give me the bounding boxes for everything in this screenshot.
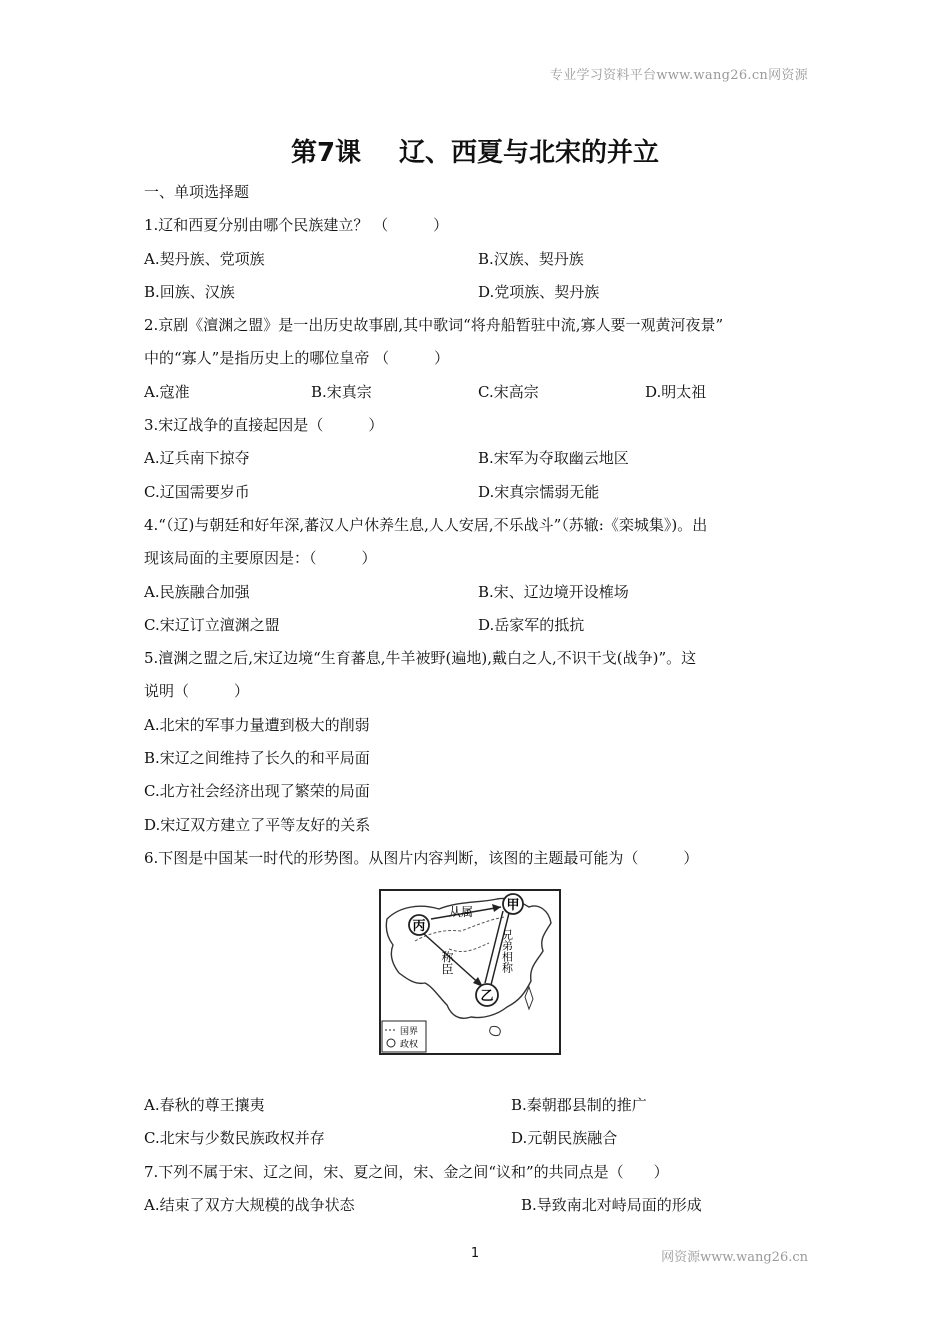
map-figure [379, 889, 561, 1055]
label-xiongdi: 兄弟相称 [500, 929, 514, 973]
q2-options [144, 376, 814, 409]
section-heading: 一、单项选择题 [144, 183, 250, 201]
q3-stem: 3.宋辽战争的直接起因是（ ） [144, 416, 384, 435]
q4-options-row1 [144, 576, 814, 609]
q6-option-b[interactable]: B.秦朝郡县制的推广 [511, 1096, 647, 1114]
q6-options-row2 [144, 1122, 814, 1155]
node-yi: 乙 [480, 989, 494, 1004]
situation-map [379, 889, 561, 1055]
title-topic: 辽、西夏与北宋的并立 [399, 138, 660, 168]
q3-options-row2 [144, 476, 814, 509]
label-chengchen: 称臣 [440, 951, 454, 975]
q1-stem: 1.辽和西夏分别由哪个民族建立？ （ ） [144, 216, 449, 235]
page-title [0, 132, 950, 169]
title-lesson: 第7课 [290, 138, 362, 168]
q6-option-c[interactable]: C.北宋与少数民族政权并存 [144, 1129, 325, 1148]
legend-regime-label: 政权 [400, 1040, 419, 1050]
q7-options-row1 [144, 1189, 814, 1222]
q5-option-a[interactable]: A.北宋的军事力量遭到极大的削弱 [144, 715, 370, 734]
q6-stem: 6.下图是中国某一时代的形势图。从图片内容判断，该图的主题最可能为（ ） [144, 848, 699, 867]
q1-option-c[interactable]: B.回族、汉族 [144, 282, 235, 301]
q4-options-row2 [144, 609, 814, 642]
q2-stem-line2: 中的“寡人”是指历史上的哪位皇帝 （ ） [144, 349, 450, 368]
q6-options-row1 [144, 1089, 814, 1122]
q6-option-a[interactable]: A.春秋的尊王攘夷 [144, 1096, 265, 1114]
q7-option-a[interactable]: A.结束了双方大规模的战争状态 [144, 1195, 355, 1214]
footer-watermark: 网资源www.wang26.cn [661, 1250, 808, 1265]
q2-option-b[interactable]: B.宋真宗 [311, 382, 372, 401]
q5-stem-line2: 说明（ ） [144, 682, 250, 701]
q2-option-c[interactable]: C.宋高宗 [478, 382, 539, 401]
q7-option-b[interactable]: B.导致南北对峙局面的形成 [521, 1195, 702, 1214]
q4-option-c[interactable]: C.宋辽订立澶渊之盟 [144, 615, 280, 634]
q2-option-d[interactable]: D.明太祖 [645, 382, 707, 401]
q4-option-b[interactable]: B.宋、辽边境开设榷场 [478, 582, 629, 601]
q4-stem-line2: 现该局面的主要原因是：（ ） [144, 549, 377, 568]
q5-stem-line1: 5.澶渊之盟之后,宋辽边境“生育蕃息,牛羊被野(遍地),戴白之人,不识干戈(战争)”。这 [144, 649, 697, 668]
q4-option-a[interactable]: A.民族融合加强 [144, 582, 250, 601]
q4-option-d[interactable]: D.岳家军的抵抗 [478, 615, 585, 634]
header-watermark: 专业学习资料平台www.wang26.cn网资源 [549, 68, 808, 83]
q2-option-a[interactable]: A.寇准 [144, 382, 190, 401]
q3-option-d[interactable]: D.宋真宗懦弱无能 [478, 482, 600, 501]
q1-options-row1 [144, 243, 814, 276]
legend-regime-circle [387, 1039, 395, 1047]
q1-option-d[interactable]: D.党项族、契丹族 [478, 282, 600, 301]
q6-option-d[interactable]: D.元朝民族融合 [511, 1129, 618, 1148]
q5-option-b[interactable]: B.宋辽之间维持了长久的和平局面 [144, 749, 370, 768]
q2-stem-line1: 2.京剧《澶渊之盟》是一出历史故事剧,其中歌词“将舟船暂驻中流,寡人要一观黄河夜景” [144, 316, 724, 335]
page-number: 1 [470, 1246, 480, 1261]
question-list [144, 176, 814, 875]
q3-option-a[interactable]: A.辽兵南下掠夺 [144, 449, 250, 468]
node-bing: 丙 [412, 919, 426, 934]
q3-option-b[interactable]: B.宋军为夺取幽云地区 [478, 449, 629, 468]
label-congshu: 从属 [449, 905, 474, 919]
q5-option-d[interactable]: D.宋辽双方建立了平等友好的关系 [144, 815, 371, 834]
q1-option-b[interactable]: B.汉族、契丹族 [478, 249, 584, 268]
q7-stem: 7.下列不属于宋、辽之间，宋、夏之间，宋、金之间“议和”的共同点是（ ） [144, 1162, 669, 1181]
q5-option-c[interactable]: C.北方社会经济出现了繁荣的局面 [144, 782, 370, 801]
node-jia: 甲 [506, 898, 520, 913]
q1-options-row2 [144, 276, 814, 309]
q3-option-c[interactable]: C.辽国需要岁币 [144, 482, 250, 501]
q1-option-a[interactable]: A.契丹族、党项族 [144, 249, 265, 268]
question-list-continued [144, 1089, 814, 1222]
q4-stem-line1: 4.“（辽)与朝廷和好年深,蕃汉人户休养生息,人人安居,不乐战斗”（苏辙:《栾城集》)。出 [144, 515, 708, 534]
legend-border-label: 国界 [400, 1027, 419, 1037]
q3-options-row1 [144, 442, 814, 475]
